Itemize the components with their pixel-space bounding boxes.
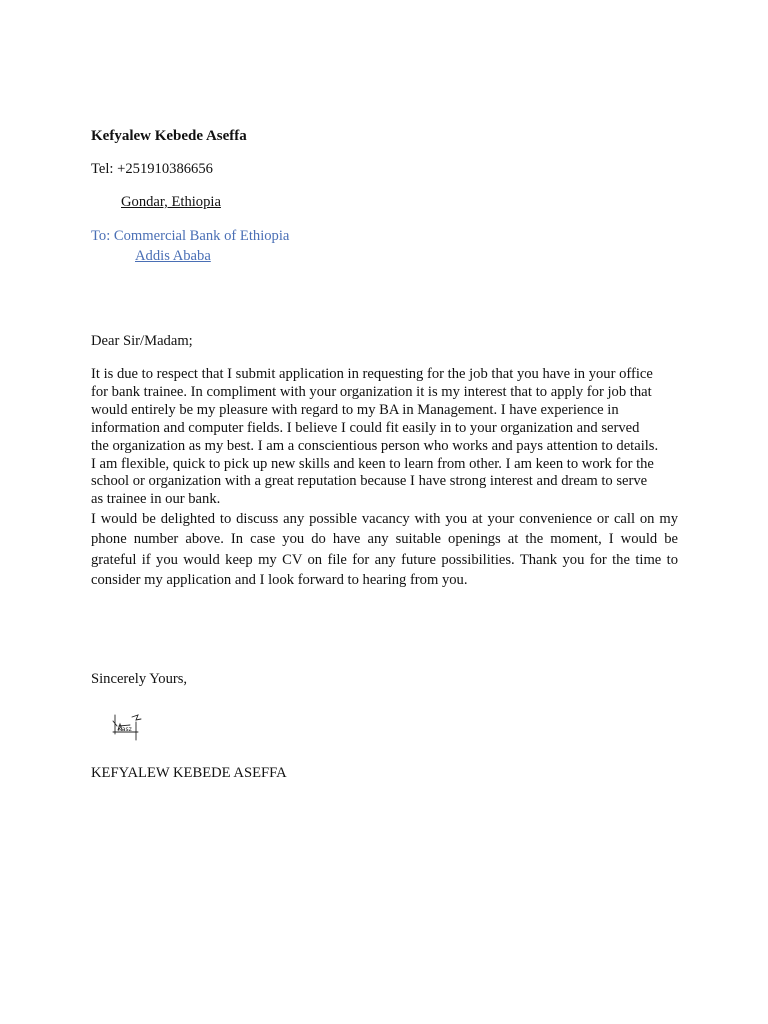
body-line: for bank trainee. In compliment with your organization it is my interest that to apply for job that	[91, 383, 652, 400]
body-line: as trainee in our bank.	[91, 491, 221, 508]
recipient-name: To: Commercial Bank of Ethiopia	[91, 228, 290, 244]
sender-city: Gondar, Ethiopia	[121, 194, 221, 210]
salutation: Dear Sir/Madam;	[91, 333, 193, 349]
body-paragraph-2	[91, 509, 678, 591]
body-line: consider my application and I look forward to hearing from you.	[91, 572, 468, 589]
svg-text:Kasz: Kasz	[118, 726, 132, 733]
sender-name: Kefyalew Kebede Aseffa	[91, 128, 247, 144]
body-line: phone number above. In case you do have any suitable openings at the moment, I would be	[91, 531, 678, 548]
body-line: I would be delighted to discuss any possible vacancy with you at your convenience or call on my	[91, 511, 678, 527]
body-paragraph-1	[91, 366, 691, 509]
recipient-city: Addis Ababa	[135, 248, 211, 264]
body-line: school or organization with a great reputation because I have strong interest and dream to serve	[91, 473, 648, 490]
sender-telephone: Tel: +251910386656	[91, 161, 213, 177]
signature-image	[108, 712, 144, 742]
body-line: would entirely be my pleasure with regard to my BA in Management. I have experience in	[91, 401, 619, 418]
body-line: It is due to respect that I submit application in requesting for the job that you have in your office	[91, 366, 653, 382]
body-line: the organization as my best. I am a conscientious person who works and pays attention to details.	[91, 437, 659, 454]
body-line: information and computer fields. I believe I could fit easily in to your organization and served	[91, 419, 640, 436]
body-line: grateful if you would keep my CV on file for any future possibilities. Thank you for the time to	[91, 551, 678, 568]
signer-name: KEFYALEW KEBEDE ASEFFA	[91, 765, 287, 781]
closing: Sincerely Yours,	[91, 671, 188, 687]
body-line: I am flexible, quick to pick up new skills and keen to learn from other. I am keen to work for the	[91, 455, 654, 472]
